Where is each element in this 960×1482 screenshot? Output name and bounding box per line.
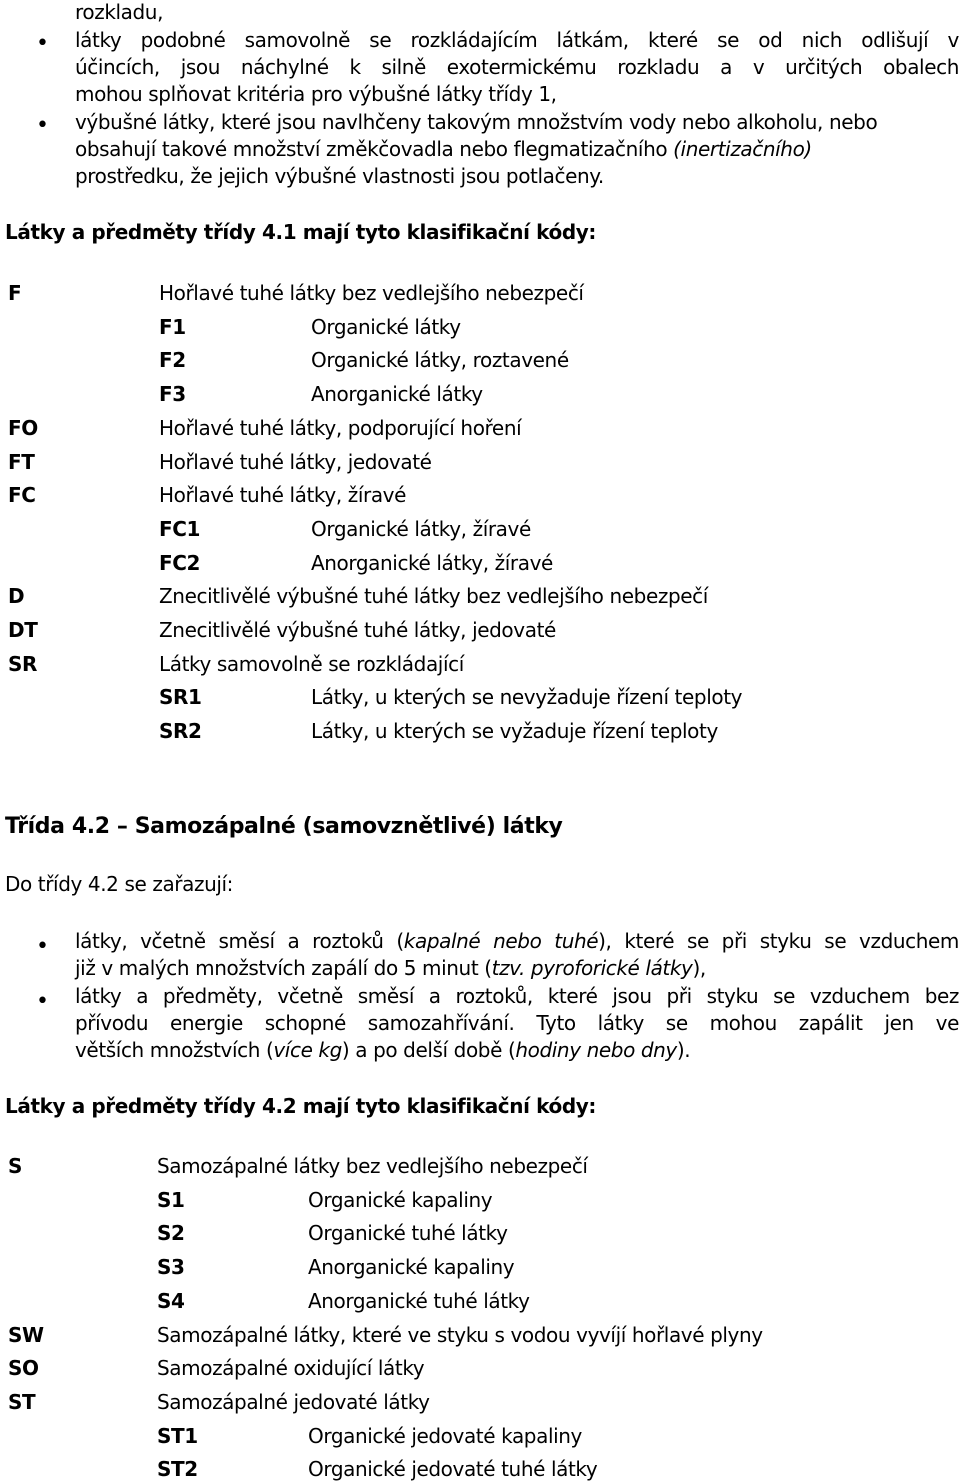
bullet-item (75, 928, 959, 982)
code-description: Organické látky, žíravé (311, 516, 531, 541)
code-description: Látky, u kterých se vyžaduje řízení teploty (311, 719, 718, 744)
bullet-line: látky a předměty, včetně směsí a roztoků, které jsou při styku se vzduchem bez (75, 984, 959, 1008)
code-description: Znecitlivělé výbušné tuhé látky bez vedlejšího nebezpečí (159, 584, 708, 609)
bullet-line: obsahují takové množství změkčovadla nebo flegmatizačního (inertizačního) (75, 137, 812, 161)
sub-classification-code: S4 (157, 1288, 185, 1313)
bullet-line: prostředku, že jejich výbušné vlastnosti jsou potlačeny. (75, 164, 604, 188)
sub-classification-code: SR1 (159, 685, 202, 710)
sub-classification-code: SR2 (159, 719, 202, 744)
sub-classification-code: S2 (157, 1221, 185, 1246)
section-intro-42: Do třídy 4.2 se zařazují: (5, 872, 234, 896)
code-description: Látky samovolně se rozkládající (159, 651, 464, 676)
code-description: Znecitlivělé výbušné tuhé látky, jedovaté (159, 618, 556, 642)
section-title-42: Třída 4.2 – Samozápalné (samovznětlivé) látky (5, 814, 563, 839)
bullet-line: již v malých množstvích zapálí do 5 minut (tzv. pyroforické látky), (75, 956, 706, 980)
classification-code: ST (8, 1389, 36, 1414)
classification-code: SR (8, 651, 38, 676)
classification-code: F (8, 281, 22, 305)
code-description: Samozápalné oxidující látky (157, 1356, 425, 1381)
sub-classification-code: ST1 (157, 1423, 198, 1448)
bullet-line: výbušné látky, které jsou navlhčeny takovým množstvím vody nebo alkoholu, nebo (75, 110, 878, 134)
bullet-item (75, 27, 959, 108)
code-description: Látky, u kterých se nevyžaduje řízení teploty (311, 685, 743, 710)
sub-classification-code: S3 (157, 1255, 185, 1280)
sub-classification-code: F3 (159, 382, 186, 407)
bullet-line: větších množstvích (více kg) a po delší době (hodiny nebo dny). (75, 1038, 691, 1062)
bullet-item (75, 109, 959, 190)
codes-heading-41: Látky a předměty třídy 4.1 mají tyto klasifikační kódy: (5, 220, 596, 244)
code-description: Samozápalné látky, které ve styku s vodou vyvíjí hořlavé plyny (157, 1322, 763, 1347)
sub-classification-code: ST2 (157, 1457, 198, 1482)
code-description: Organické tuhé látky (308, 1221, 508, 1246)
code-description: Hořlavé tuhé látky bez vedlejšího nebezpečí (159, 281, 584, 305)
classification-code: DT (8, 618, 38, 642)
bullet-line: látky podobné samovolně se rozkládajícím látkám, které se od nich odlišují v (75, 28, 959, 52)
code-description: Samozápalné látky bez vedlejšího nebezpečí (157, 1154, 588, 1178)
code-description: Anorganické látky (311, 382, 483, 407)
sub-classification-code: S1 (157, 1187, 185, 1212)
bullet-marker (36, 942, 46, 952)
sub-classification-code: FC1 (159, 516, 201, 541)
code-description: Organické jedovaté tuhé látky (308, 1457, 598, 1482)
bullet-marker (36, 121, 46, 131)
bullet-marker (36, 39, 46, 49)
sub-classification-code: F1 (159, 314, 186, 339)
classification-code: FT (8, 449, 35, 474)
code-description: Organické jedovaté kapaliny (308, 1423, 582, 1448)
code-description: Organické kapaliny (308, 1187, 493, 1212)
classification-code: SW (8, 1322, 44, 1347)
code-description: Organické látky, roztavené (311, 348, 569, 373)
bullet-line: látky, včetně směsí a roztoků (kapalné nebo tuhé), které se při styku se vzduchem (75, 929, 960, 953)
classification-code: S (8, 1154, 23, 1178)
code-description: Anorganické látky, žíravé (311, 550, 553, 575)
code-description: Hořlavé tuhé látky, žíravé (159, 483, 407, 508)
bullet-line: účincích, jsou náchylné k silně exotermickému rozkladu a v určitých obalech (75, 55, 959, 79)
code-description: Anorganické kapaliny (308, 1255, 515, 1280)
code-description: Samozápalné jedovaté látky (157, 1389, 430, 1414)
classification-code: FO (8, 415, 38, 440)
bullet-marker (36, 997, 46, 1007)
classification-code: FC (8, 483, 36, 508)
classification-code: D (8, 584, 25, 609)
code-description: Hořlavé tuhé látky, podporující hoření (159, 415, 522, 440)
sub-classification-code: F2 (159, 348, 186, 373)
code-description: Anorganické tuhé látky (308, 1288, 530, 1313)
classification-code: SO (8, 1356, 39, 1381)
bullet-line: mohou splňovat kritéria pro výbušné látky třídy 1, (75, 82, 557, 106)
bullet-line: přívodu energie schopné samozahřívání. Tyto látky se mohou zapálit jen ve (75, 1011, 959, 1035)
codes-heading-42: Látky a předměty třídy 4.2 mají tyto klasifikační kódy: (5, 1094, 596, 1118)
code-description: Hořlavé tuhé látky, jedovaté (159, 449, 432, 474)
code-description: Organické látky (311, 314, 461, 339)
sub-classification-code: FC2 (159, 550, 201, 575)
continued-text: rozkladu, (75, 0, 164, 24)
bullet-item (75, 983, 959, 1064)
